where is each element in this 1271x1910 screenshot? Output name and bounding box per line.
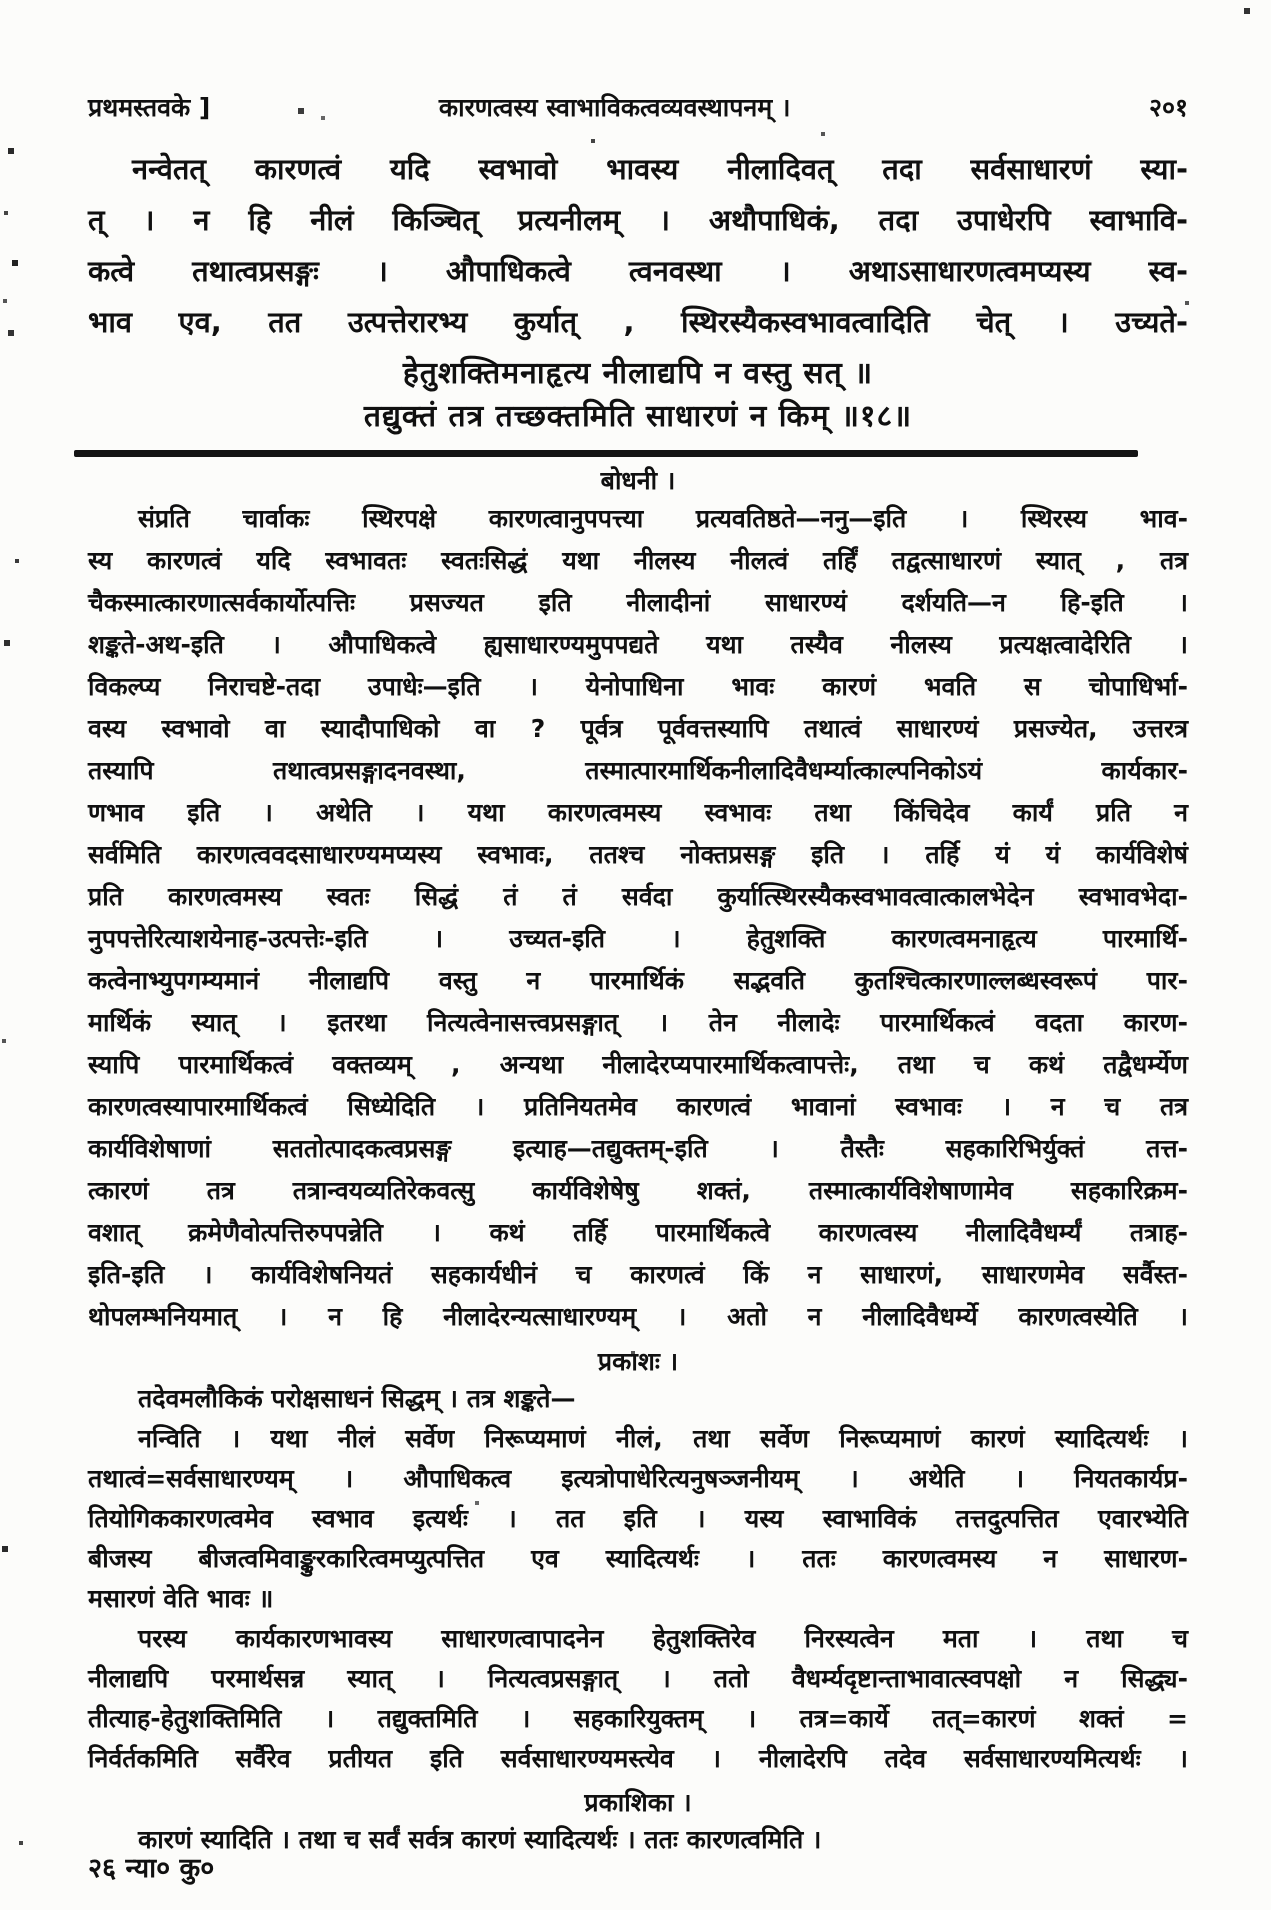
text-line: भाव एव, तत उत्पत्तेरारभ्य कुर्यात् , स्थिरस्यैकस्वभावत्वादिति चेत् । उच्यते-: [88, 305, 1188, 339]
page-number: २०१: [1148, 93, 1188, 122]
text-line: वशात् क्रमेणैवोत्पत्तिरुपपन्नेति । कथं तर्हि पारमार्थिकत्वे कारणत्वस्य नीलादिवैधर्म्यं तत्राह-: [88, 1218, 1188, 1247]
section-body: [88, 1379, 1188, 1779]
text-line: मार्थिकं स्यात् । इतरथा नित्यत्वेनासत्त्वप्रसङ्गात् । तेन नीलादेः पारमार्थिकत्वं वदता कारण-: [88, 1008, 1188, 1037]
text-line: संप्रति चार्वाकः स्थिरपक्षे कारणत्वानुपपत्त्या प्रत्यवतिष्ठते—ननु—इति । स्थिरस्य भाव-: [138, 504, 1188, 533]
text-line: तीत्याह-हेतुशक्तिमिति । तद्युक्तमिति । सहकारियुक्तम् । तत्र=कार्ये तत्=कारणं शक्तं =: [88, 1704, 1188, 1733]
text-line: प्रति कारणत्वमस्य स्वतः सिद्धं तं तं सर्वदा कुर्यात्स्थिरस्यैकस्वभावत्वात्कालभेदेन स्वभावभेदा-: [88, 882, 1188, 911]
verse-line: हेतुशक्तिमनाहृत्य नीलाद्यपि न वस्तु सत् ॥: [402, 356, 874, 391]
commentary-section: [88, 1786, 1188, 1860]
text-line: नन्विति । यथा नीलं सर्वेण निरूप्यमाणं नीलं, तथा सर्वेण निरूप्यमाणं कारणं स्यादित्यर्थः ।: [138, 1424, 1188, 1453]
text-line: नुपपत्तेरित्याशयेनाह-उत्पत्तेः-इति । उच्यत-इति । हेतुशक्ति कारणत्वमनाहृत्य पारमार्थि-: [88, 924, 1188, 953]
text-line: वस्य स्वभावो वा स्यादौपाधिको वा ? पूर्वत्र पूर्ववत्तस्यापि तथात्वं साधारण्यं प्रसज्येत, उत्तरत्र: [88, 714, 1188, 743]
text-line: शङ्कते-अथ-इति । औपाधिकत्वे ह्यसाधारण्यमुपपद्यते यथा तस्यैव नीलस्य प्रत्यक्षत्वादेरिति ।: [88, 630, 1188, 659]
text-line: तियोगिककारणत्वमेव स्वभाव इत्यर्थः । तत इति । यस्य स्वाभाविकं तत्तदुत्पत्तित एवारभ्येति: [88, 1504, 1188, 1533]
text-line: थोपलम्भनियमात् । न हि नीलादेरन्यत्साधारण्यम् । अतो न नीलादिवैधर्म्ये कारणत्वस्येति ।: [88, 1302, 1188, 1331]
header-left-label: प्रथमस्तवके ]: [88, 93, 211, 122]
text-line: नन्वेतत् कारणत्वं यदि स्वभावो भावस्य नीलादिवत् तदा सर्वसाधारणं स्या-: [132, 152, 1188, 186]
section-body: [88, 498, 1188, 1338]
sections: [88, 464, 1188, 1860]
text-line: सर्वमिति कारणत्ववदसाधारण्यमप्यस्य स्वभावः, ततश्च नोक्तप्रसङ्ग इति । तर्हि यं यं कार्यविशेषं: [88, 840, 1188, 869]
mula-passage: [88, 144, 1188, 438]
text-line: परस्य कार्यकारणभावस्य साधारणत्वापादनेन हेतुशक्तिरेव निरस्यत्वेन मता । तथा च: [138, 1624, 1188, 1653]
text-line: त् । न हि नीलं किञ्चित् प्रत्यनीलम् । अथौपाधिकं, तदा उपाधेरपि स्वाभावि-: [88, 203, 1188, 237]
text-line: बीजस्य बीजत्वमिवाङ्कुरकारित्वमप्युत्पत्तित एव स्यादित्यर्थः । ततः कारणत्वमस्य न साधारण-: [88, 1544, 1188, 1573]
mula-lines: [88, 144, 1188, 348]
commentary-section: [88, 1345, 1188, 1779]
page-footer: [88, 1848, 214, 1885]
verse-line: तद्युक्तं तत्र तच्छक्तमिति साधारणं न किम् ॥१८॥: [363, 399, 913, 434]
text-line: कार्यविशेषाणां सततोत्पादकत्वप्रसङ्ग इत्याह—तद्युक्तम्-इति । तैस्तैः सहकारिभिर्युक्तं तत्त-: [88, 1134, 1188, 1163]
footer-signature: २६ न्या० कु०: [88, 1853, 215, 1884]
page-header: [88, 0, 1188, 124]
text-line: स्य कारणत्वं यदि स्वभावतः स्वतःसिद्धं यथा नीलस्य नीलत्वं तर्हिं तद्वत्साधारणं स्यात् , तत्र: [88, 546, 1188, 575]
text-line: स्यापि पारमार्थिकत्वं वक्तव्यम् , अन्यथा नीलादेरप्यपारमार्थिकत्वापत्तेः, तथा च कथं तद्वैधर्म्येण: [88, 1050, 1188, 1079]
section-body: [88, 1820, 1188, 1860]
text-line: तस्यापि तथात्वप्रसङ्गादनवस्था, तस्मात्पारमार्थिकनीलादिवैधर्म्यात्काल्पनिकोऽयं कार्यकार-: [88, 756, 1188, 785]
text-line: इति-इति । कार्यविशेषनियतं सहकार्यधीनं च कारणत्वं किं न साधारणं, साधारणमेव सर्वैस्त-: [88, 1260, 1188, 1289]
section-heading: बोधनी ।: [600, 466, 676, 495]
text-line: विकल्प्य निराचष्टे-तदा उपाधेः—इति । येनोपाधिना भावः कारणं भवति स चोपाधिर्भा-: [88, 672, 1188, 701]
page-content: [88, 0, 1188, 1860]
text-line: कारणं स्यादिति । तथा च सर्वं सर्वत्र कारणं स्यादित्यर्थः । ततः कारणत्वमिति ।: [138, 1825, 822, 1854]
section-heading: प्रकाशः ।: [597, 1347, 679, 1376]
commentary-section: [88, 464, 1188, 1338]
text-line: कत्वे तथात्वप्रसङ्गः । औपाधिकत्वे त्वनवस्था । अथाऽसाधारणत्वमप्यस्य स्व-: [88, 254, 1188, 288]
separator-rule: [74, 450, 1138, 457]
text-line: त्कारणं तत्र तत्रान्वयव्यतिरेकवत्सु कार्यविशेषेषु शक्तं, तस्मात्कार्यविशेषाणामेव सहकारिक्रम-: [88, 1176, 1188, 1205]
text-line: चैकस्मात्कारणात्सर्वकार्योत्पत्तिः प्रसज्यत इति नीलादीनां साधारण्यं दर्शयति—न हि-इति ।: [88, 588, 1188, 617]
text-line: तदेवमलौकिकं परोक्षसाधनं सिद्धम् । तत्र शङ्कते—: [138, 1384, 576, 1413]
text-line: णभाव इति । अथेति । यथा कारणत्वमस्य स्वभावः तथा किंचिदेव कार्यं प्रति न: [88, 798, 1188, 827]
text-line: निर्वर्तकमिति सर्वैरेव प्रतीयत इति सर्वसाधारण्यमस्त्येव । नीलादेरपि तदेव सर्वसाधारण्यमित्यर्थः ।: [88, 1744, 1188, 1773]
text-line: तथात्वं=सर्वसाधारण्यम् । औपाधिकत्व इत्यत्रोपाधेरित्यनुषञ्जनीयम् । अथेति । नियतकार्यप्र-: [88, 1464, 1188, 1493]
section-heading: प्रकाशिका ।: [584, 1788, 692, 1817]
scan-noise: [0, 0, 2, 2]
text-line: मसारणं वेति भावः ॥: [88, 1584, 274, 1613]
text-line: कत्वेनाभ्युपगम्यमानं नीलाद्यपि वस्तु न पारमार्थिकं सद्भवति कुतश्चित्कारणाल्लब्धस्वरूपं पार-: [88, 966, 1188, 995]
text-line: कारणत्वस्यापारमार्थिकत्वं सिध्येदिति । प्रतिनियतमेव कारणत्वं भावानां स्वभावः । न च तत्र: [88, 1092, 1188, 1121]
verse: [88, 352, 1188, 438]
page-title: कारणत्वस्य स्वाभाविकत्वव्यवस्थापनम् ।: [438, 93, 791, 122]
text-line: नीलाद्यपि परमार्थसन्न स्यात् । नित्यत्वप्रसङ्गात् । ततो वैधर्म्यदृष्टान्ताभावात्स्वपक्षो न सिद्ध्य-: [88, 1664, 1188, 1693]
